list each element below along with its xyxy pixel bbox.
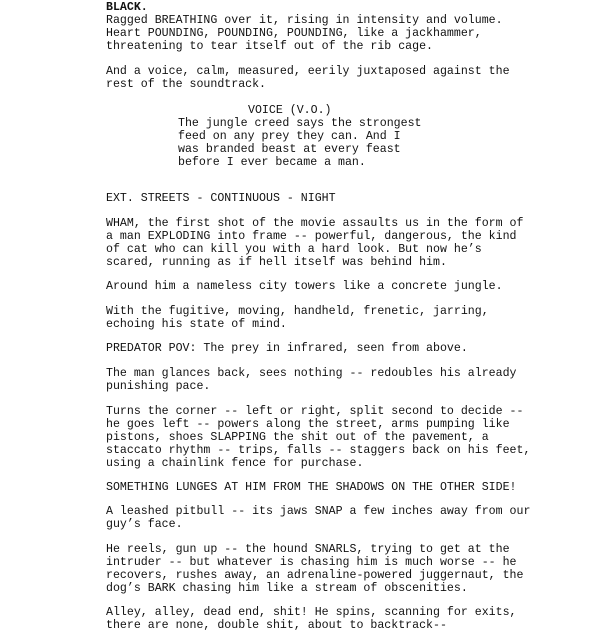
action-line: recovers, rushes away, an adrenaline-powered juggernaut, the: [106, 569, 524, 582]
action-line: intruder -- but whatever is chasing him is much worse -- he: [106, 556, 517, 569]
action-line: he goes left -- powers along the street, arms pumping like: [106, 418, 510, 431]
action-line: there are none, double shit, about to backtrack--: [106, 619, 447, 632]
action-line: staccato rhythm -- trips, falls -- staggers back on his feet,: [106, 444, 531, 457]
action-line: threatening to tear itself out of the rib cage.: [106, 40, 433, 53]
action-line: SOMETHING LUNGES AT HIM FROM THE SHADOWS ON THE OTHER SIDE!: [106, 481, 517, 494]
dialogue-line: before I ever became a man.: [178, 156, 366, 169]
action-line: rest of the soundtrack.: [106, 78, 267, 91]
action-line: With the fugitive, moving, handheld, frenetic, jarring,: [106, 305, 489, 318]
action-line: WHAM, the first shot of the movie assaults us in the form of: [106, 217, 524, 230]
dialogue-line: was branded beast at every feast: [178, 143, 401, 156]
action-line: of cat who can kill you with a hard look. But now he’s: [106, 243, 482, 256]
action-line: punishing pace.: [106, 380, 211, 393]
action-line: scared, running as if hell itself was behind him.: [106, 256, 447, 269]
action-line: pistons, shoes SLAPPING the shit out of the pavement, a: [106, 431, 489, 444]
action-line: PREDATOR POV: The prey in infrared, seen from above.: [106, 342, 468, 355]
dialogue-line: The jungle creed says the strongest: [178, 117, 422, 130]
action-line: a man EXPLODING into frame -- powerful, dangerous, the kind: [106, 230, 517, 243]
character-name: VOICE (V.O.): [248, 104, 332, 117]
action-line: dog’s BARK chasing him like a stream of obscenities.: [106, 582, 468, 595]
action-line: A leashed pitbull -- its jaws SNAP a few inches away from our: [106, 505, 531, 518]
scene-heading: EXT. STREETS - CONTINUOUS - NIGHT: [106, 192, 336, 205]
action-line: Heart POUNDING, POUNDING, POUNDING, like a jackhammer,: [106, 27, 482, 40]
action-line: using a chainlink fence for purchase.: [106, 457, 364, 470]
transition: BLACK.: [106, 1, 148, 14]
action-line: Ragged BREATHING over it, rising in intensity and volume.: [106, 14, 503, 27]
action-line: echoing his state of mind.: [106, 318, 287, 331]
action-line: Around him a nameless city towers like a concrete jungle.: [106, 280, 503, 293]
action-line: guy’s face.: [106, 518, 183, 531]
dialogue-line: feed on any prey they can. And I: [178, 130, 401, 143]
action-line: And a voice, calm, measured, eerily juxtaposed against the: [106, 65, 510, 78]
action-line: The man glances back, sees nothing -- redoubles his already: [106, 367, 517, 380]
action-line: Alley, alley, dead end, shit! He spins, scanning for exits,: [106, 606, 517, 619]
action-line: He reels, gun up -- the hound SNARLS, trying to get at the: [106, 543, 510, 556]
action-line: Turns the corner -- left or right, split second to decide --: [106, 405, 524, 418]
